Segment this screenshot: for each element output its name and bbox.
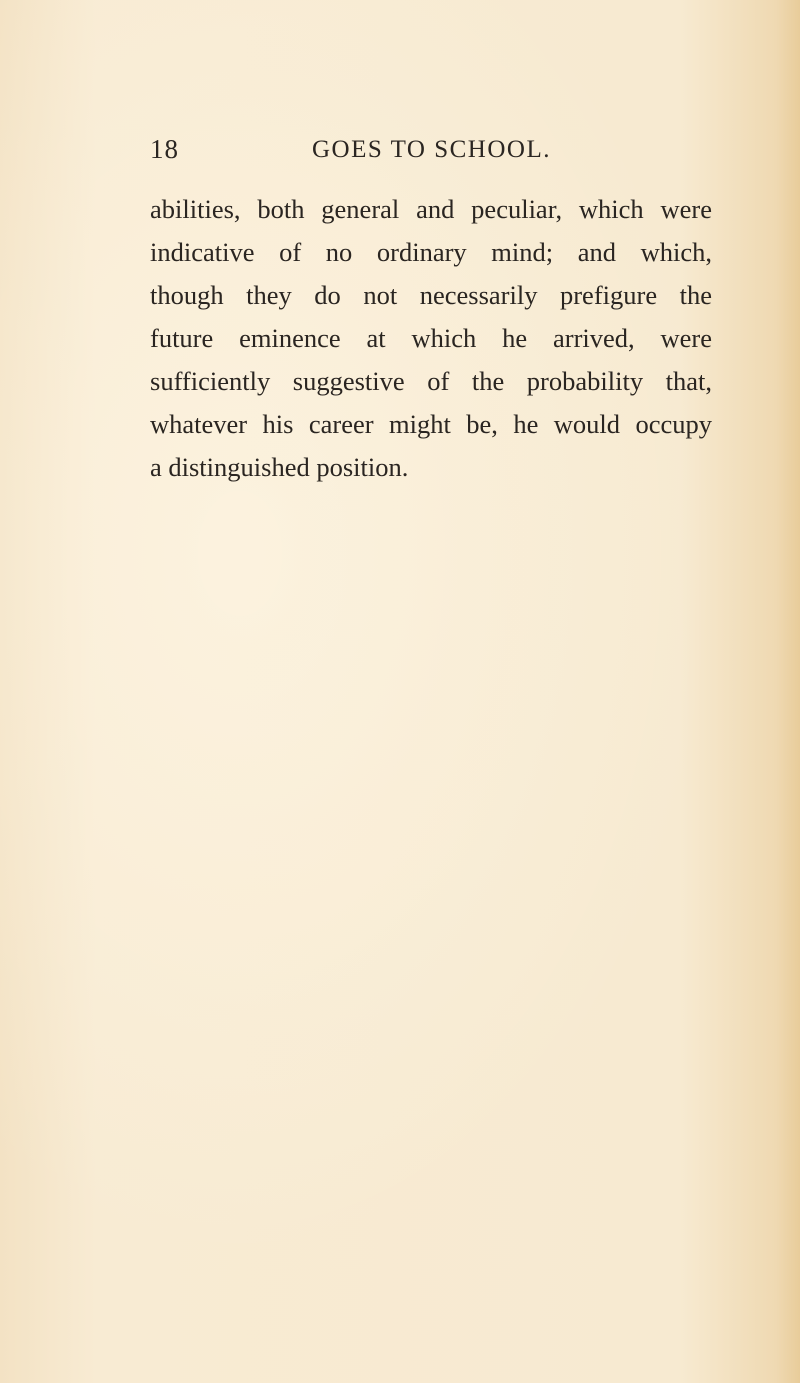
text-line: future eminence at which he arrived, were (150, 323, 712, 353)
text-line: whatever his career might be, he would occupy (150, 409, 712, 439)
page-header (150, 134, 710, 174)
page-number: 18 (150, 134, 179, 164)
text-line: a distinguished position. (150, 452, 409, 482)
text-line: abilities, both general and peculiar, which were (150, 194, 712, 224)
running-head: GOES TO SCHOOL. (312, 136, 551, 163)
text-line: sufficiently suggestive of the probability that, (150, 366, 712, 396)
body-paragraph (150, 188, 712, 489)
text-line: indicative of no ordinary mind; and which, (150, 237, 712, 267)
text-line: though they do not necessarily prefigure the (150, 280, 712, 310)
